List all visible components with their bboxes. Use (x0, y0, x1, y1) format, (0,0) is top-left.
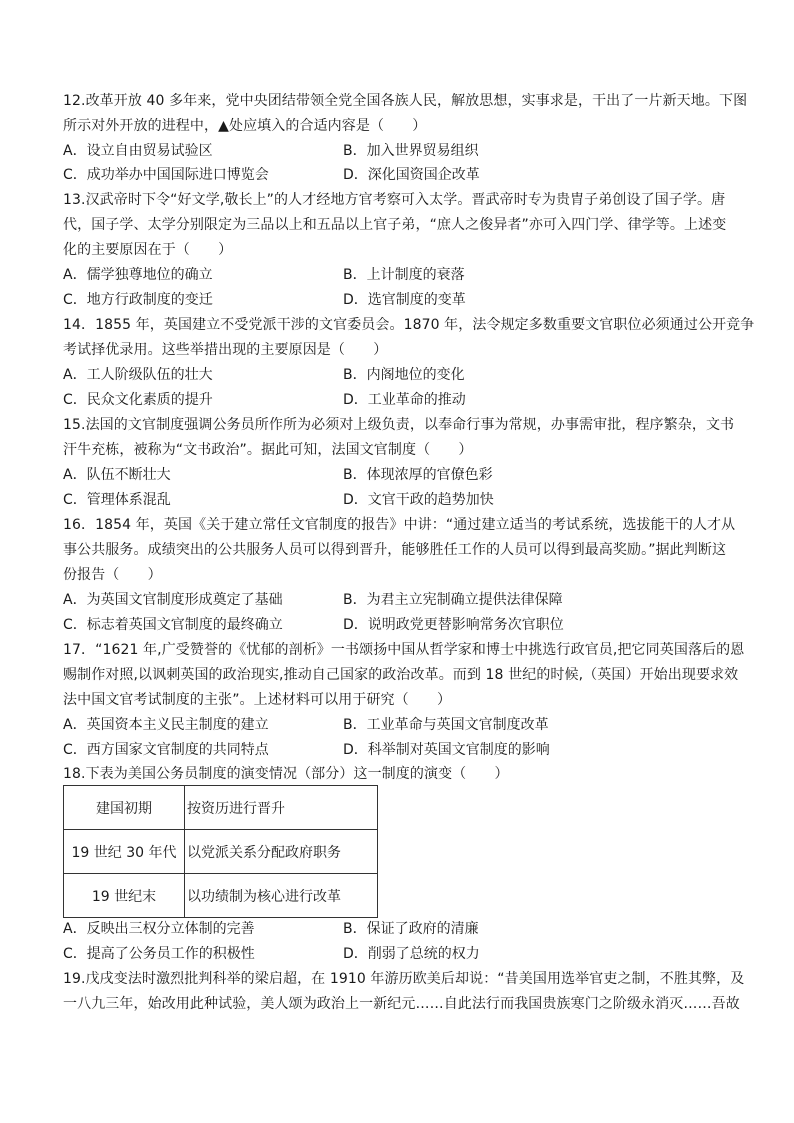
q12-option-b[interactable]: B．加入世界贸易组织 (343, 143, 479, 159)
q14-stem-line-2: 考试择优录用。这些举措出现的主要原因是（ ） (63, 342, 388, 358)
table-cell-period: 建国初期 (64, 786, 185, 830)
q15-stem-line-2: 汗牛充栋，被称为“文书政治”。据此可知，法国文官制度（ ） (63, 442, 473, 458)
q15-option-c[interactable]: C．管理体系混乱 (63, 492, 171, 508)
q14-option-a[interactable]: A．工人阶级队伍的壮大 (63, 367, 213, 383)
q18-option-b[interactable]: B．保证了政府的清廉 (343, 921, 479, 937)
q14-option-d[interactable]: D．工业革命的推动 (343, 392, 466, 408)
table-row (64, 874, 378, 918)
table-row (64, 830, 378, 874)
q19-stem-line-1: 19.戊戌变法时激烈批判科举的梁启超，在 1910 年游历欧美后却说：“昔美国用选举官吏之制，不胜其弊，及 (63, 971, 745, 987)
q14-option-b[interactable]: B．内阁地位的变化 (343, 367, 465, 383)
q12-option-a[interactable]: A．设立自由贸易试验区 (63, 143, 213, 159)
q17-stem-line-2: 赐制作对照,以讽刺英国的政治现实,推动自己国家的政治改革。而到 18 世纪的时候,（英国）开始出现要求效 (63, 667, 739, 683)
q17-option-d[interactable]: D．科举制对英国文官制度的影响 (343, 742, 550, 758)
q19-stem-line-2: 一八九三年，始改用此种试验，美人颂为政治上一新纪元……自此法行而我国贵族寒门之阶级永消灭……吾故 (63, 996, 740, 1012)
table-row (64, 786, 378, 830)
q16-stem-line-1: 16．1854 年，英国《关于建立常任文官制度的报告》中讲：“通过建立适当的考试系统，选拔能干的人才从 (63, 517, 736, 533)
q13-option-c[interactable]: C．地方行政制度的变迁 (63, 292, 213, 308)
q16-stem-line-2: 事公共服务。成绩突出的公共服务人员可以得到晋升，能够胜任工作的人员可以得到最高奖励。”据此判断这 (63, 542, 727, 558)
q14-option-c[interactable]: C．民众文化素质的提升 (63, 392, 213, 408)
q13-stem-line-3: 化的主要原因在于（ ） (63, 242, 233, 258)
q16-stem-line-3: 份报告（ ） (63, 567, 162, 583)
table-cell-practice: 以功绩制为核心进行改革 (185, 874, 378, 918)
q13-stem-line-1: 13.汉武帝时下令“好文学,敬长上”的人才经地方官考察可入太学。晋武帝时专为贵胄子弟创设了国子学。唐 (63, 192, 726, 208)
q15-option-b[interactable]: B．体现浓厚的官僚色彩 (343, 467, 493, 483)
q12-stem-line-2: 所示对外开放的进程中，▲处应填入的合适内容是（ ） (63, 118, 427, 134)
table-cell-practice: 以党派关系分配政府职务 (185, 830, 378, 874)
q15-stem-line-1: 15.法国的文官制度强调公务员所作所为必须对上级负责，以奉命行事为常规，办事需审批，程序繁杂，文书 (63, 417, 735, 433)
q12-option-c[interactable]: C．成功举办中国国际进口博览会 (63, 167, 269, 183)
q12-option-d[interactable]: D．深化国资国企改革 (343, 167, 480, 183)
q13-option-b[interactable]: B．上计制度的衰落 (343, 267, 465, 283)
q18-option-d[interactable]: D．削弱了总统的权力 (343, 946, 480, 962)
table-cell-practice: 按资历进行晋升 (185, 786, 378, 830)
q13-stem-line-2: 代，国子学、太学分别限定为三品以上和五品以上官子弟，“庶人之俊异者”亦可入四门学、律学等。上述变 (63, 217, 727, 233)
q17-option-a[interactable]: A．英国资本主义民主制度的建立 (63, 717, 269, 733)
q13-option-a[interactable]: A．儒学独尊地位的确立 (63, 267, 213, 283)
q17-option-b[interactable]: B．工业革命与英国文官制度改革 (343, 717, 549, 733)
q17-stem-line-1: 17．“1621 年,广受赞誉的《忧郁的剖析》一书颂扬中国从哲学家和博士中挑选行政官员,把它同英国落后的恩 (63, 642, 745, 658)
q18-option-c[interactable]: C．提高了公务员工作的积极性 (63, 946, 255, 962)
q16-option-b[interactable]: B．为君主立宪制确立提供法律保障 (343, 592, 563, 608)
q18-option-a[interactable]: A．反映出三权分立体制的完善 (63, 921, 255, 937)
q15-option-d[interactable]: D．文官干政的趋势加快 (343, 492, 494, 508)
q15-option-a[interactable]: A．队伍不断壮大 (63, 467, 171, 483)
table-cell-period: 19 世纪 30 年代 (64, 830, 185, 874)
table-cell-period: 19 世纪末 (64, 874, 185, 918)
q13-option-d[interactable]: D．选官制度的变革 (343, 292, 466, 308)
q17-option-c[interactable]: C．西方国家文官制度的共同特点 (63, 742, 269, 758)
q16-option-a[interactable]: A．为英国文官制度形成奠定了基础 (63, 592, 283, 608)
q16-option-c[interactable]: C．标志着英国文官制度的最终确立 (63, 617, 283, 633)
q14-stem-line-1: 14．1855 年，英国建立不受党派干涉的文官委员会。1870 年，法令规定多数重要文官职位必须通过公开竞争 (63, 317, 755, 333)
q12-stem-line-1: 12.改革开放 40 多年来，党中央团结带领全党全国各族人民，解放思想，实事求是，干出了一片新天地。下图 (63, 93, 748, 109)
q16-option-d[interactable]: D．说明政党更替影响常务次官职位 (343, 617, 564, 633)
q18-table (63, 785, 378, 918)
q17-stem-line-3: 法中国文官考试制度的主张”。上述材料可以用于研究（ ） (63, 692, 452, 708)
q18-stem-line-1: 18.下表为美国公务员制度的演变情况（部分）这一制度的演变（ ） (63, 766, 509, 782)
